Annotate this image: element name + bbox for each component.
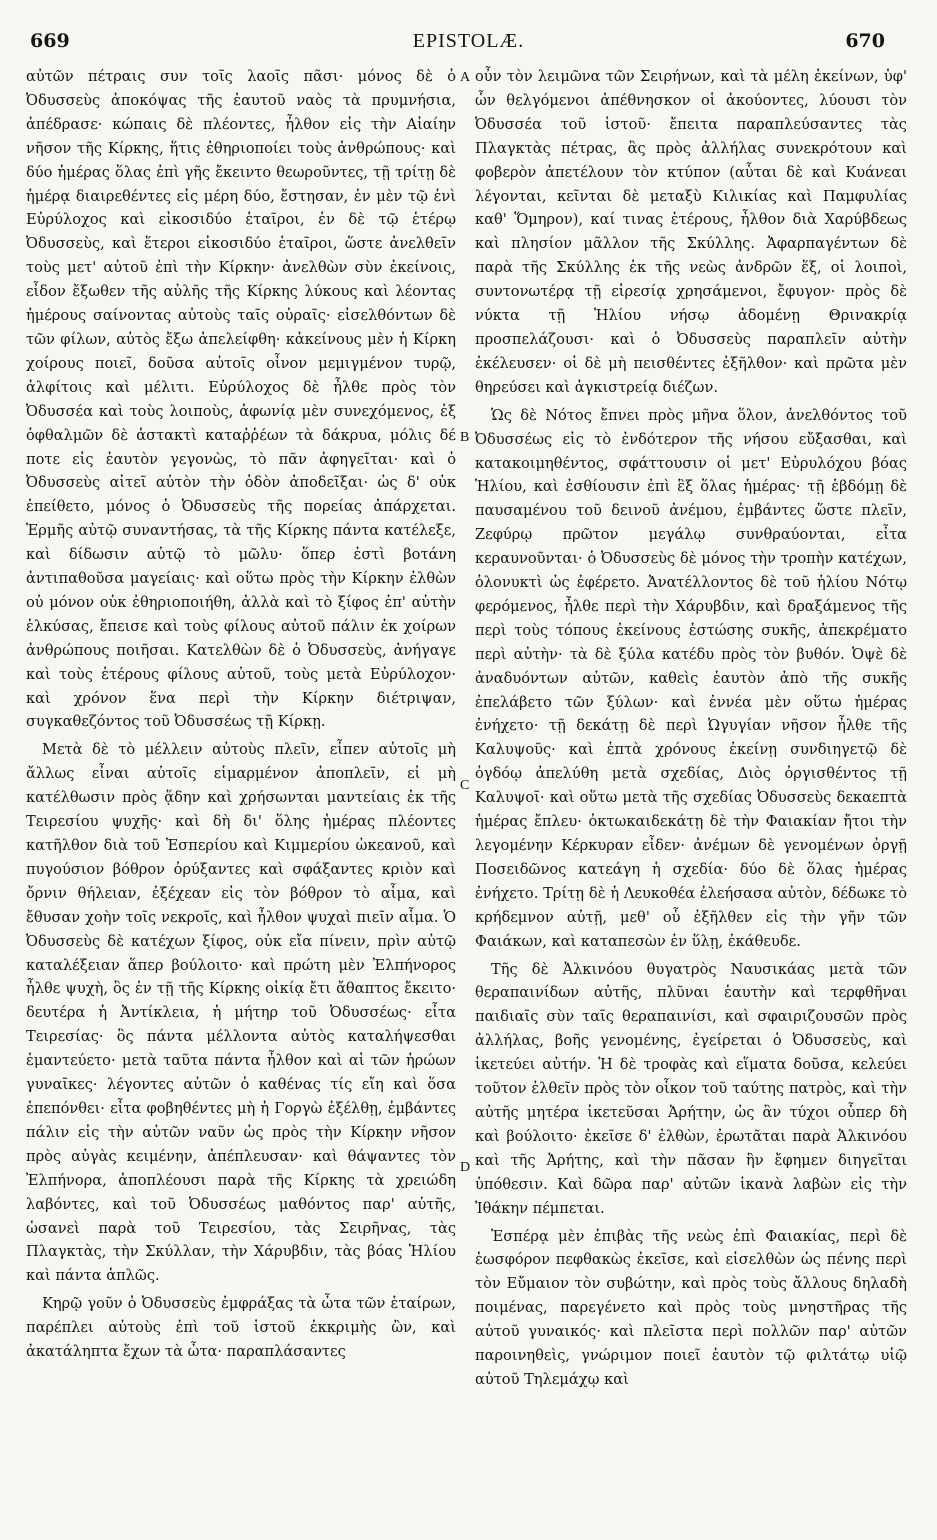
paragraph: οὖν τὸν λειμῶνα τῶν Σειρήνων, καὶ τὰ μέλη ἐκείνων, ὑφ' ὧν θελγόμενοι ἀπέθνησκον οἱ ἀκούοντες, λύουσι τὸν Ὀδυσσέα τοῦ ἱστοῦ· ἔπειτα παραπλεύσαντες τὰς Πλαγκτὰς πέτρας, ἃς πρὸς ἀλλήλας συνεκρότουν καὶ φοβερὸν ἀπετέλουν τὸν κτύπον (αὗται δὲ καὶ Κυάνεαι λέγονται, κεῖνται δὲ μεταξὺ Κιλικίας καὶ Παμφυλίας καθ' Ὅμηρον), καί τινας ἑτέρους, ἦλθον διὰ Χαρύβδεως καὶ πλησίον μᾶλλον τῆς Σκύλλης. Ἀφαρπαγέντων δὲ παρὰ τῆς Σκύλλης ἐκ τῆς νεὼς ἀνδρῶν ἕξ, οἱ λοιποὶ, συντονωτέρᾳ τῇ εἰρεσίᾳ χρησάμενοι, ἔφυγον· πρὸς δὲ νύκτα τῇ Ἡλίου νήσῳ ἀδομένῃ Θρινακρίᾳ προσπελάζουσι· καὶ ὁ Ὀδυσσεὺς παραπλεῖν αὐτὴν ἐκέλευσεν· οἱ δὲ μὴ πεισθέντες ἐξῆλθον· καὶ πρῶτα μὲν θηρεύσει καὶ ἀγκιστρείᾳ διέζων. (475, 68, 907, 396)
page-number-left: 669 (30, 30, 70, 52)
paragraph: Ὡς δὲ Νότος ἔπνει πρὸς μῆνα ὅλον, ἀνελθόντος τοῦ Ὀδυσσέως εἰς τὸ ἐνδότερον τῆς νήσου εὔξασθαι, καὶ κατακοιμηθέντος, σφάττουσιν οἱ μετ' Εὐρυλόχου βόας Ἡλίου, καὶ ἐσθίουσιν ἐπὶ ἓξ ὅλας ἡμέρας· τῇ ἑβδόμῃ δὲ παυσαμένου τοῦ δεινοῦ ἀνέμου, ἐμβάντες ὥστε πλεῖν, Ζεφύρῳ πρῶτον μεγάλῳ συνθραύονται, εἶτα κεραυνοῦνται· ὁ Ὀδυσσεὺς δὲ μόνος τὴν τροπὴν κατέχων, ὁλονυκτὶ ὡς ἐφέρετο. Ἀνατέλλοντος δὲ τοῦ ἡλίου Νότῳ φερόμενος, ἦλθε περὶ τὴν Χάρυβδιν, καὶ δραξάμενος τῆς περὶ τοὺς τόπους ἐκείνους ἑστώσης συκῆς, ἀπεκρέματο περὶ αὐτὴν· τὰ δὲ ξύλα κατέδυ πρὸς τὸν βυθόν. Ὀψὲ δὲ ἀναδυόντων αὐτῶν, καθεὶς ἑαυτὸν ἀπὸ τῆς συκῆς ἐπελάβετο τῶν ξύλων· καὶ ἐννέα μὲν οὕτω ἡμέρας ἐνήχετο· τῇ δεκάτῃ δὲ περὶ Ὠγυγίαν νῆσον ἦλθε τῆς Καλυψοῦς· καὶ ἑπτὰ χρόνους ἐκείνῃ συνδιηγετῷ δὲ ὀγδόῳ ἀπελύθη μετὰ σχεδίας, Διὸς ὀργισθέντος τῇ Καλυψοῖ· καὶ οὕτω μετὰ τῆς σχεδίας Ὀδυσσεὺς δεκαεπτὰ ἡμέρας ἔπλευ· ὀκτωκαιδεκάτῃ δὲ τὴν Φαιακίαν ἤτοι τὴν λεγομένην Κέρκυραν εἶδεν· ἀνέμων δὲ γενομένων ὀργῇ Ποσειδῶνος κατεάγη ἡ σχεδία· δύο δὲ ὅλας ἡμέρας ἐνήχετο. Τρίτῃ δὲ ἡ Λευκοθέα ἐλεήσασα αὐτὸν, δέδωκε τὸ κρήδεμνον αὐτῇ, μεθ' οὗ ἐξῆλθεν εἰς τὴν γῆν τῶν Φαιάκων, καὶ καταπεσὼν ἐν ὕλῃ, ἐκάθευδε. (475, 406, 907, 950)
section-marker-c: C (460, 778, 470, 793)
section-marker-d: D (460, 1160, 471, 1175)
section-marker-b: B (460, 430, 470, 445)
paragraph: Κηρῷ γοῦν ὁ Ὀδυσσεὺς ἐμφράξας τὰ ὦτα τῶν ἑταίρων, παρέπλει αὐτοὺς ἐπὶ τοῦ ἱστοῦ ἐκκριμὴς ὢν, καὶ ἀκατάληπτα ἔχων τὰ ὦτα· παραπλάσαντες (26, 1295, 456, 1361)
right-column (475, 65, 907, 1392)
page-number-right: 670 (845, 30, 885, 52)
left-column (26, 65, 456, 1364)
paragraph: Ἑσπέρᾳ μὲν ἐπιβὰς τῆς νεὼς ἐπὶ Φαιακίας, περὶ δὲ ἑωσφόρον πεφθακὼς ἐκεῖσε, καὶ εἰσελθὼν ὡς πένης περὶ τὸν Εὔμαιον τὸν συβώτην, καὶ πρὸς τοὺς ἄλλους δηλαδὴ ποιμένας, παρεγένετο καὶ πρὸς τοὺς μνηστῆρας τῆς αὐτοῦ γυναικός· καὶ πλεῖστα περὶ πολλῶν παρ' αὐτῶν παροινηθεὶς, γνώριμον ποιεῖ ἑαυτὸν τῷ φιλτάτῳ υἱῷ αὐτοῦ Τηλεμάχῳ καὶ (475, 1227, 907, 1388)
page-header (22, 30, 915, 60)
paragraph: Τῆς δὲ Ἀλκινόου θυγατρὸς Ναυσικάας μετὰ τῶν θεραπαινίδων αὐτῆς, πλῦναι ἑαυτὴν καὶ τερφθῆναι παιδιαῖς σὺν ταῖς θεραπαινίσι, καὶ σφαιριζουσῶν πρὸς ἀλλήλας, βοῆς γενομένης, ἐγείρεται ὁ Ὀδυσσεὺς, καὶ ἱκετεύει αὐτήν. Ἡ δὲ τροφὰς καὶ εἵματα δοῦσα, κελεύει τοῦτον ἐλθεῖν πρὸς τὸν οἶκον τοῦ ταύτης πατρὸς, καὶ τὴν αὐτῆς μητέρα ἱκετεῦσαι Ἀρήτην, ὡς ἂν τύχοι οὗπερ δὴ καὶ βούλοιτο· ἐκεῖσε δ' ἐλθὼν, ἐρωτᾶται παρὰ Ἀλκινόου καὶ τῆς Ἀρήτης, καὶ τὴν πᾶσαν ἣν ἔφημεν διηγεῖται ὑπόθεσιν. Καὶ δῶρα παρ' αὐτῶν ἱκανὰ λαβὼν εἰς τὴν Ἰθάκην πέμπεται. (475, 960, 907, 1217)
section-marker-a: A (460, 70, 471, 85)
paragraph: Μετὰ δὲ τὸ μέλλειν αὐτοὺς πλεῖν, εἶπεν αὐτοῖς μὴ ἄλλως εἶναι αὐτοῖς εἱμαρμένον ἀποπλεῖν, εἰ μὴ κατέλθωσιν πρὸς ᾅδην καὶ χρήσωνται μαντείαις ἐκ τῆς Τειρεσίου ψυχῆς· καὶ δὴ δι' ὅλης ἡμέρας πλέοντες κατῆλθον διὰ τοῦ Ἑσπερίου καὶ Κιμμερίου ὠκεανοῦ, καὶ πυγούσιον βόθρον ὀρύξαντες καὶ σφάξαντες κριὸν καὶ ὄρνιν θήλειαν, ἐξέχεαν εἰς τὸν βόθρον τὸ αἷμα, καὶ ἔθυσαν χοὴν τοῖς νεκροῖς, καὶ ἦλθον ψυχαὶ πιεῖν αἷμα. Ὁ Ὀδυσσεὺς δὲ κατέχων ξίφος, οὐκ εἴα πίνειν, πρὶν αὐτῷ καταλέξειαν ἅπερ βούλοιτο· καὶ πρώτη μὲν Ἐλπήνορος ἦλθε ψυχὴ, ὃς ἐν τῇ τῆς Κίρκης οἰκίᾳ ἔτι ἄθαπτος ἔκειτο· δευτέρα ἡ Ἀντίκλεια, ἡ μήτηρ τοῦ Ὀδυσσέως· εἶτα Τειρεσίας· ὃς πάντα μέλλοντα αὐτὸς καταλήψεσθαι ἐμαντεύετο· μετὰ ταῦτα πάντα ἦλθον καὶ αἱ τῶν ἡρώων γυναῖκες· λέγοντες αὐτῶν ὁ καθένας τίς εἴη καὶ ὅσα ἐπεπόνθει· εἶτα φοβηθέντες μὴ ἡ Γοργὼ ἐξέλθῃ, ἐμβάντες πάλιν εἰς τὴν αὐτῶν ναῦν ὡς πρὸς τὴν Κίρκην νῆσον πρὸς αὐγὰς κειμένην, ἀπέπλευσαν· καὶ θάψαντες τὸν Ἐλπήνορα, ἀποπλέουσι παρὰ τῆς Κίρκης τὰ χρειώδη λαβόντες, καὶ τοῦ Ὀδυσσέως μαθόντος παρ' αὐτῆς, ὡσανεὶ παρὰ τοῦ Τειρεσίου, τὰς Σειρῆνας, τὰς Πλαγκτὰς, τὴν Σκύλλαν, τὴν Χάρυβδιν, τὰς βόας Ἡλίου καὶ πάντα ἁπλῶς. (26, 741, 456, 1285)
running-title: EPISTOLÆ. (412, 30, 525, 52)
paragraph: αὐτῶν πέτραις συν τοῖς λαοῖς πᾶσι· μόνος δὲ ὁ Ὀδυσσεὺς ἀποκόψας τῆς ἑαυτοῦ ναὸς τὰ πρυμνήσια, ἀπέδρασε· κώπαις δὲ πλέοντες, ἦλθον εἰς τὴν Αἰαίην νῆσον τῆς Κίρκης, ἥτις ἐθηριοποίει τοὺς ἀνθρώπους· καὶ δύο ἡμέρας ὅλας ἐπὶ γῆς ἔκειντο θεωροῦντες, τῇ τρίτῃ δὲ ἡμέρᾳ διαιρεθέντες εἰς μέρη δύο, ἔστησαν, ἐν μὲν τῷ ἑνὶ Εὐρύλοχος καὶ εἰκοσιδύο ἑταῖροι, ἐν δὲ τῷ ἑτέρῳ Ὀδυσσεὺς, καὶ ἕτεροι εἰκοσιδύο ἑταῖροι, ὥστε ἀνελθεῖν τοὺς μετ' αὐτοῦ ἐπὶ τὴν Κίρκην· ἀνελθὼν σὺν ἐκείνοις, εἶδον ἔξωθεν τῆς αὐλῆς τῆς Κίρκης λύκους καὶ λέοντας ἡμέρους σαίνοντας αὐτοὺς ταῖς οὐραῖς· εἰσελθόντων δὲ τῶν φίλων, αὐτὸς ἔξω ἀπελείφθη· κἀκείνους μὲν ἡ Κίρκη χοίρους ποιεῖ, δοῦσα αὐτοῖς οἶνον μεμιγμένον τυρῷ, ἀλφίτοις καὶ μέλιτι. Εὐρύλοχος δὲ ἦλθε πρὸς τὸν Ὀδυσσέα καὶ τοὺς λοιποὺς, ἀφωνίᾳ μὲν συνεχόμενος, ἐξ ὀφθαλμῶν δὲ ἀστακτὶ καταῤῥέων τὰ δάκρυα, μόλις δέ ποτε εἰς ἑαυτὸν γεγονὼς, τὸ πᾶν ἀφηγεῖται· καὶ ὁ Ὀδυσσεὺς αἰτεῖ αὐτὸν τὴν ὁδὸν ἀποδεῖξαι· ὡς δ' οὐκ ἐπείθετο, μόνος ὁ Ὀδυσσεὺς τῆς πορείας ἀπάρχεται. Ἑρμῆς αὐτῷ συναντήσας, τὰ τῆς Κίρκης πάντα κατέλεξε, καὶ δίδωσιν αὐτῷ τὸ μῶλυ· ὅπερ ἐστὶ βοτάνη ἀντιπαθοῦσα μαγείαις· καὶ οὕτω πρὸς τὴν Κίρκην ἐλθὼν οὐ μόνον οὐκ ἐθηριοποιήθη, ἀλλὰ καὶ τὸ ξίφος ἐπ' αὐτὴν ἑλκύσας, ἔπεισε καὶ τοὺς φίλους αὐτοῦ πάλιν ἐκ χοίρων ἀνθρώπους ποιῆσαι. Κατελθὼν δὲ ὁ Ὀδυσσεὺς, ἀνήγαγε καὶ τοὺς ἑτέρους φίλους αὐτοῦ, τοὺς μετὰ Εὐρύλοχον· καὶ χρόνον ἕνα περὶ τὴν Κίρκην διέτριψαν, συγκαθεζόντος τοῦ Ὀδυσσέως τῇ Κίρκῃ. (26, 68, 456, 731)
